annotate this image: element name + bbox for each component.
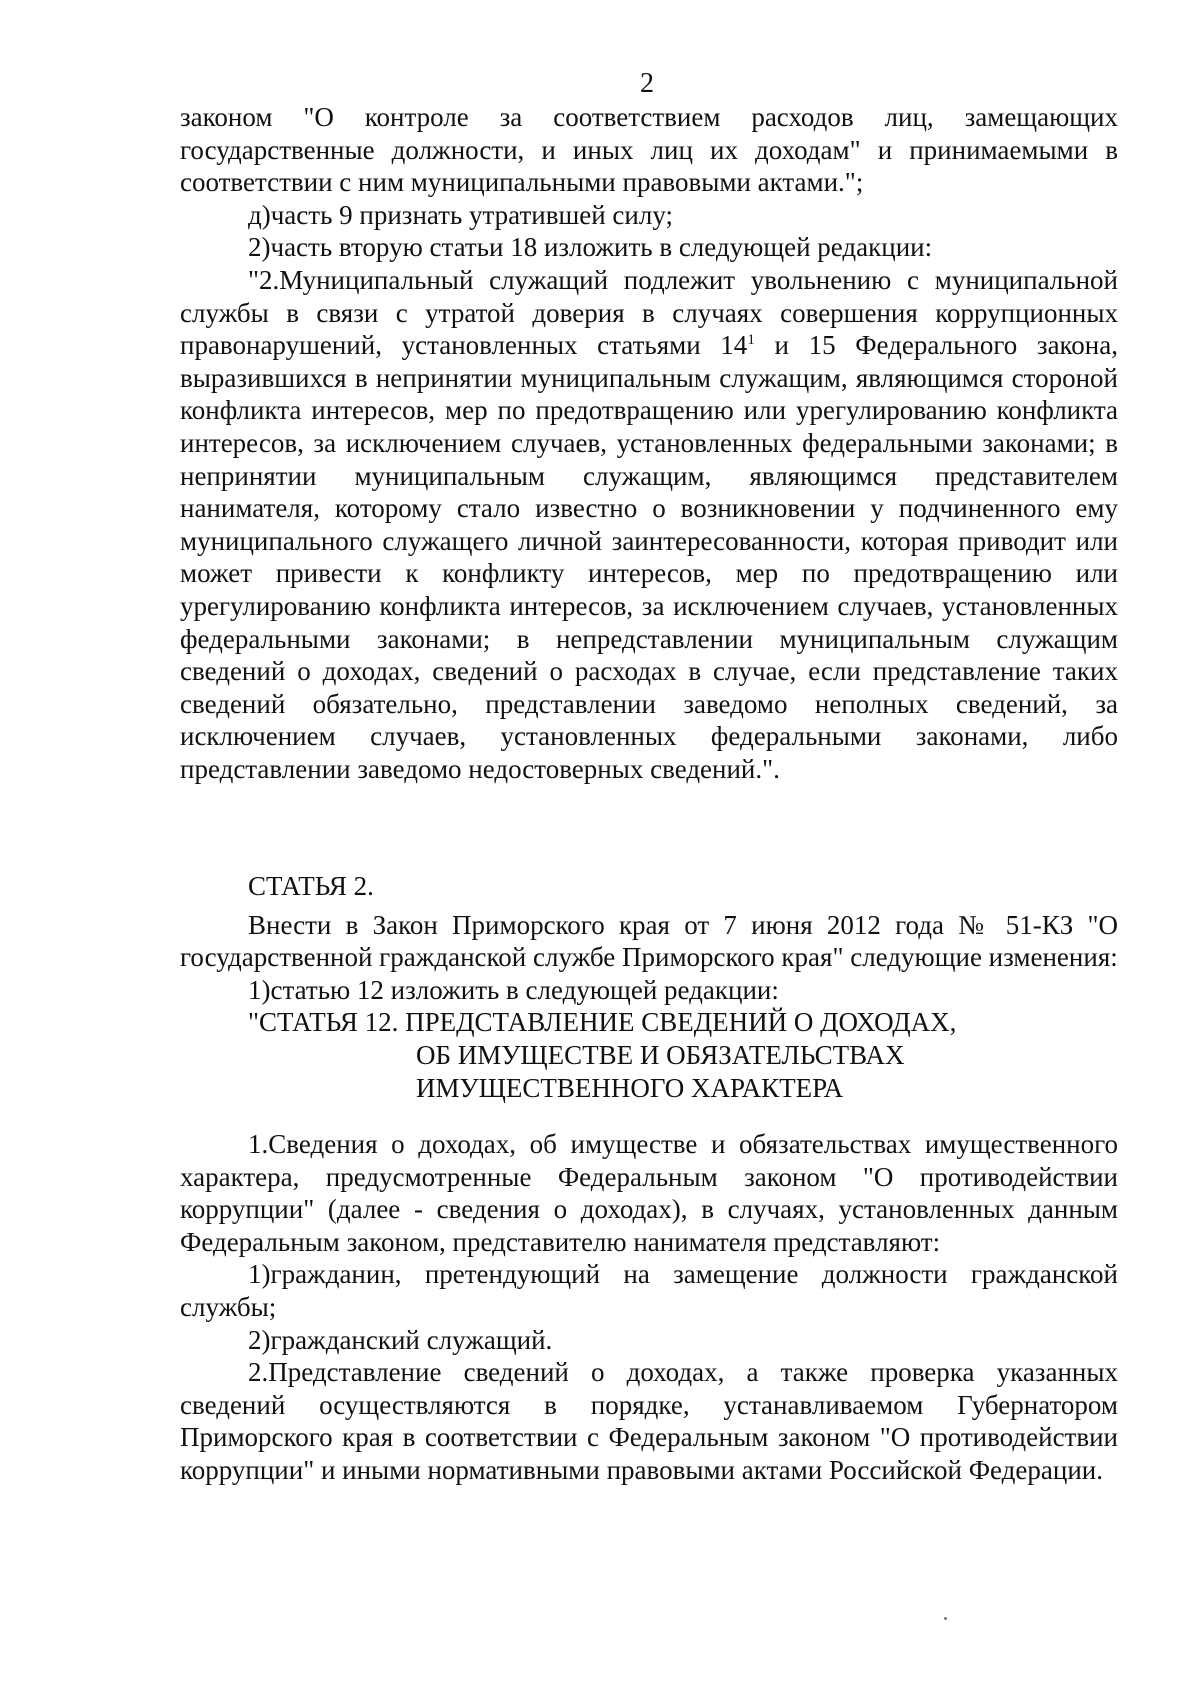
article-12-body <box>180 1128 1118 1487</box>
article-12-heading-line-3: ИМУЩЕСТВЕННОГО ХАРАКТЕРА <box>416 1072 844 1103</box>
article-12-part-1-item-2: 2)гражданский служащий. <box>248 1324 553 1355</box>
amendment-text-block <box>180 101 1118 785</box>
paragraph-continuation: законом "О контроле за соответствием расходов лиц, замещающих государственные должности, и иных лиц их доходам" и принимаемыми в соответствии с ним муниципальными правовыми актами."; <box>180 102 1118 198</box>
article-2-intro: Внести в Закон Приморского края от 7 июня 2012 года № 51-КЗ "О государственной гражданской службе Приморского края" следующие изменения: <box>180 909 1118 973</box>
article-12-heading <box>248 1006 1118 1104</box>
article-12-part-1: 1.Сведения о доходах, об имуществе и обязательствах имущественного характера, предусмотренные Федеральным законом "О противодействии коррупции" (далее - сведения о доходах), в случаях, установленных данным Федеральным законом, представителю нанимателя представляют: <box>180 1129 1118 1257</box>
article-12-heading-line-1: "СТАТЬЯ 12. ПРЕДСТАВЛЕНИЕ СВЕДЕНИЙ О ДОХОДАХ, <box>248 1007 957 1038</box>
article-2-item-1: 1)статью 12 изложить в следующей редакции: <box>248 974 779 1005</box>
article-12-part-2: 2.Представление сведений о доходах, а также проверка указанных сведений осуществляются в порядке, устанавливаемом Губернатором Приморского края в соответствии с Федеральным законом "О противодействии коррупции" и иными нормативными правовыми актами Российской Федерации. <box>180 1357 1118 1485</box>
scan-speck <box>944 1617 947 1620</box>
article-2-heading: СТАТЬЯ 2. <box>248 871 374 901</box>
paragraph-item-2: 2)часть вторую статьи 18 изложить в следующей редакции: <box>248 232 933 263</box>
page-number: 2 <box>640 68 654 99</box>
paragraph-quote-article-18 <box>180 264 1118 786</box>
superscript-1: 1 <box>747 332 755 349</box>
quote-text-part-2: и 15 Федерального закона, выразившихся в непринятии муниципальным служащим, являющимся стороной конфликта интересов, мер по предотвращению или урегулированию конфликта интересов, за исключением случаев, установленных федеральными законами; в непринятии муниципальным служащим, являющимся представителем нанимателя, которому стало известно о возникновении у подчиненного ему муниципального служащего личной заинтересованности, которая приводит или может привести к конфликту интересов, мер по предотвращению или урегулированию конфликта интересов, за исключением случаев, установленных федеральными законами; в непредставлении муниципальным служащим сведений о доходах, сведений о расходах в случае, если представление таких сведений обязательно, представлении заведомо неполных сведений, за исключением случаев, установленных федеральными законами, либо представлении заведомо недостоверных сведений.". <box>180 330 1118 784</box>
article-2-block <box>180 870 1118 1104</box>
paragraph-item-d: д)часть 9 признать утратившей силу; <box>248 199 673 230</box>
article-12-heading-line-2: ОБ ИМУЩЕСТВЕ И ОБЯЗАТЕЛЬСТВАХ <box>416 1039 905 1070</box>
article-12-part-1-item-1: 1)гражданин, претендующий на замещение должности гражданской службы; <box>180 1259 1118 1322</box>
quote-text-part-1: "2.Муниципальный служащий подлежит увольнению с муниципальной службы в связи с утратой доверия в случаях совершения коррупционных правонарушений, установленных статьями 14 <box>180 264 1118 361</box>
